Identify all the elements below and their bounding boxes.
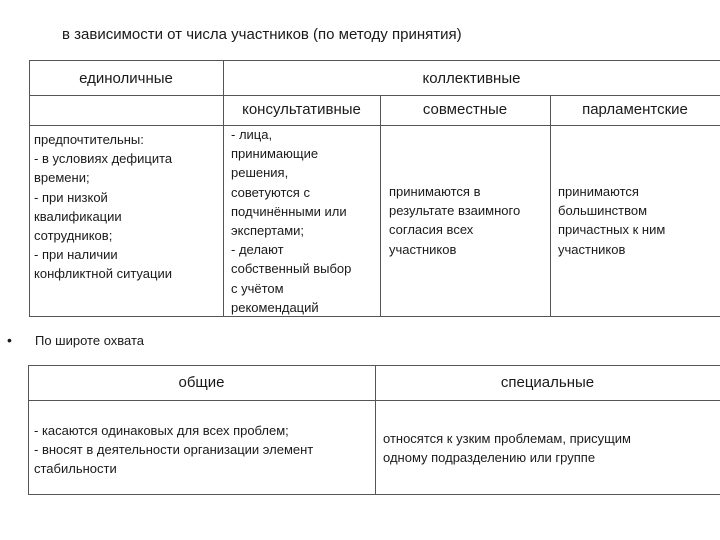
subheader-consultative: консультативные: [242, 101, 361, 118]
cell-consultative-text: - лица, принимающие решения, советуются с подчинёнными или экспертами; - делают собственный выбор с учётом рекомендаций: [231, 127, 352, 315]
cell-special-text: относятся к узким проблемам, присущим одному подразделению или группе: [383, 431, 631, 466]
table1-col-divider-2: [380, 95, 381, 316]
header-special: специальные: [500, 374, 595, 391]
table1-top-border: [29, 60, 720, 61]
header-general: общие: [178, 374, 225, 391]
subheader-parliamentary: парламентские: [582, 101, 688, 118]
cell-individual-text: предпочтительны: - в условиях дефицита времени; - при низкой квалификации сотрудников; - при наличии конфликтной ситуации: [34, 132, 173, 282]
section-label-scope: По широте охвата: [35, 333, 145, 348]
cell-parliamentary-text: принимаются большинством причастных к ним участников: [558, 184, 666, 257]
table1-left-border: [29, 60, 30, 316]
table1-col-divider-3: [550, 95, 551, 316]
table1-row-divider-1: [29, 95, 720, 96]
subheader-joint: совместные: [422, 101, 508, 118]
table1-col-divider-1: [223, 60, 224, 316]
table2-row-divider: [28, 400, 720, 401]
header-individual: единоличные: [79, 70, 173, 87]
cell-joint-text: принимаются в результате взаимного согласия всех участников: [389, 184, 521, 257]
table2-top-border: [28, 365, 720, 366]
bullet-marker: •: [7, 332, 12, 348]
page-heading: в зависимости от числа участников (по методу принятия): [62, 26, 462, 43]
table2-bottom-border: [28, 494, 720, 495]
cell-general-text: - касаются одинаковых для всех проблем; - вносят в деятельности организации элемент стабильности: [34, 423, 314, 477]
header-collective: коллективные: [422, 70, 521, 87]
